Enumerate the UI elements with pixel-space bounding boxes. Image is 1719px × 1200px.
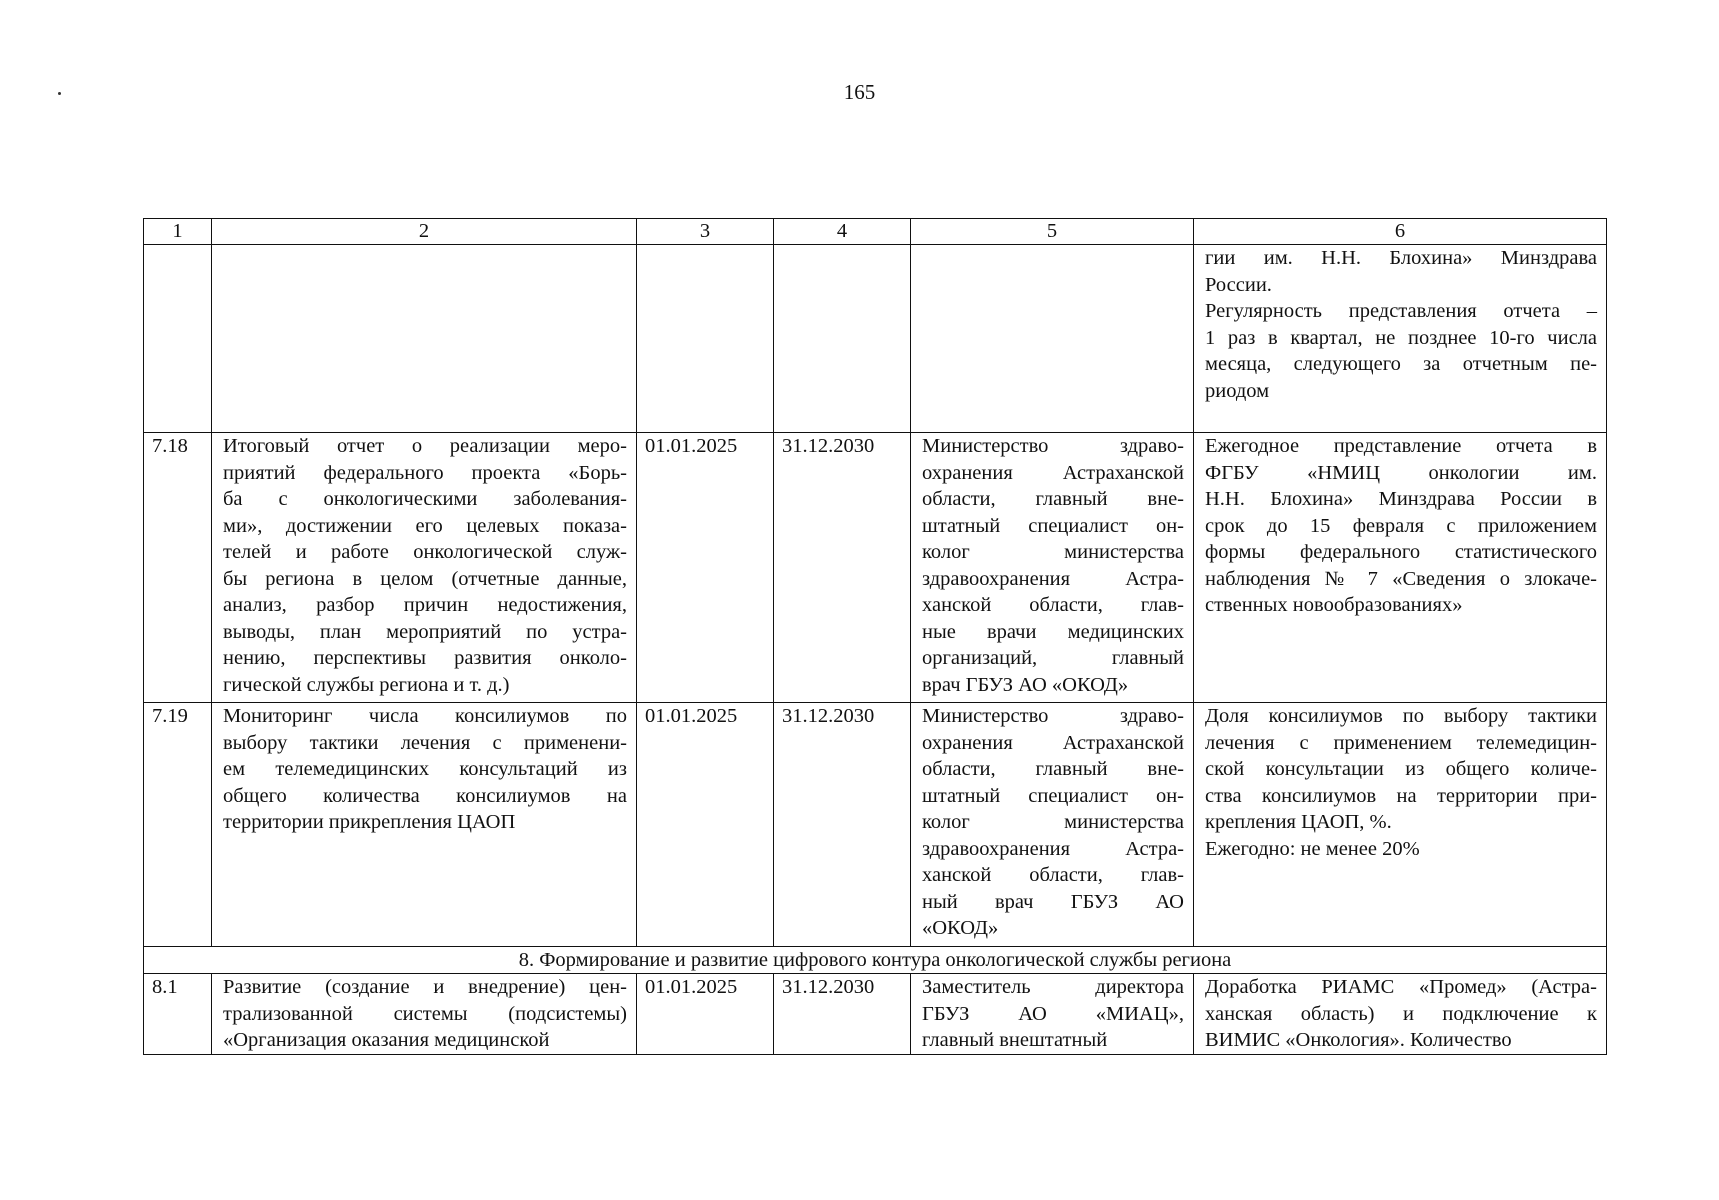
text-line: Доработка РИАМС «Промед» (Астра- xyxy=(1205,976,1597,998)
text-line: организаций, главный xyxy=(922,647,1184,669)
cont-cell-start xyxy=(637,245,774,433)
table-row-continuation xyxy=(144,245,1607,433)
text-line: здравоохранения Астра- xyxy=(922,837,1184,860)
text-line: ные врачи медицинских xyxy=(922,620,1184,643)
text-line: ственных новообразованиях» xyxy=(1205,594,1463,616)
row-description xyxy=(212,433,637,703)
text-line: телей и работе онкологической служ- xyxy=(223,541,627,563)
text-line: лечения с применением телемедицин- xyxy=(1205,731,1597,754)
text-line: анализ, разбор причин недостижения, xyxy=(223,594,627,616)
text-line: Н.Н. Блохина» Минздрава России в xyxy=(1205,488,1597,510)
text-line: «ОКОД» xyxy=(922,917,999,939)
text-line: ханской области, глав- xyxy=(922,864,1184,886)
text-line: ФГБУ «НМИЦ онкологии им. xyxy=(1205,461,1597,484)
text-line: ской консультации из общего количе- xyxy=(1205,758,1597,780)
header-cell-2: 2 xyxy=(212,219,637,245)
cont-cell-result xyxy=(1194,245,1607,433)
text-line: области, главный вне- xyxy=(922,488,1184,510)
row-description xyxy=(212,703,637,947)
text-line: охранения Астраханской xyxy=(922,731,1184,754)
row-start-date: 01.01.2025 xyxy=(637,433,774,703)
header-cell-5: 5 xyxy=(911,219,1194,245)
text-line: области, главный вне- xyxy=(922,758,1184,780)
text-line: общего количества консилиумов на xyxy=(223,784,627,807)
table-header-row xyxy=(144,219,1607,245)
cont-cell-num xyxy=(144,245,212,433)
header-cell-6: 6 xyxy=(1194,219,1607,245)
text-line: «Организация оказания медицинской xyxy=(223,1029,550,1051)
section-title: 8. Формирование и развитие цифрового контура онкологической службы региона xyxy=(144,947,1607,974)
text-line: Министерство здраво- xyxy=(922,705,1184,727)
table-row-7-19 xyxy=(144,703,1607,947)
row-responsible xyxy=(911,974,1194,1055)
text-line: Развитие (создание и внедрение) цен- xyxy=(223,976,627,998)
row-number: 8.1 xyxy=(144,974,212,1055)
text-line: приятий федерального проекта «Борь- xyxy=(223,461,627,484)
page-number: 165 xyxy=(843,80,876,104)
cont-cell-responsible xyxy=(911,245,1194,433)
text-line: месяца, следующего за отчетным пе- xyxy=(1205,353,1597,375)
row-end-date: 31.12.2030 xyxy=(774,974,911,1055)
row-result xyxy=(1194,433,1607,703)
section-heading-row xyxy=(144,947,1607,974)
text-line: риодом xyxy=(1205,379,1270,402)
text-line: срок до 15 февраля с приложением xyxy=(1205,514,1597,537)
text-line: крепления ЦАОП, %. xyxy=(1205,811,1392,833)
text-line: Доля консилиумов по выбору тактики xyxy=(1205,705,1597,727)
text-line: ный врач ГБУЗ АО xyxy=(922,890,1184,913)
plan-table xyxy=(143,218,1607,1055)
row-end-date: 31.12.2030 xyxy=(774,433,911,703)
text-line: формы федерального статистического xyxy=(1205,541,1597,563)
text-line: колог министерства xyxy=(922,811,1184,833)
text-line: Ежегодное представление отчета в xyxy=(1205,435,1597,457)
text-line: ханской области, глав- xyxy=(922,594,1184,616)
row-responsible xyxy=(911,433,1194,703)
row-number: 7.18 xyxy=(144,433,212,703)
text-line: нению, перспективы развития онколо- xyxy=(223,647,627,669)
text-line: Ежегодно: не менее 20% xyxy=(1205,837,1420,860)
text-line: территории прикрепления ЦАОП xyxy=(223,811,516,833)
text-line: гии им. Н.Н. Блохина» Минздрава xyxy=(1205,247,1597,269)
text-line: Заместитель директора xyxy=(922,976,1184,998)
header-cell-1: 1 xyxy=(144,219,212,245)
text-line: колог министерства xyxy=(922,541,1184,563)
text-line: России. xyxy=(1205,273,1272,296)
text-line: наблюдения № 7 «Сведения о злокаче- xyxy=(1205,567,1597,590)
text-line: выбору тактики лечения с применени- xyxy=(223,731,627,754)
text-line: ба с онкологическими заболевания- xyxy=(223,488,627,510)
header-cell-3: 3 xyxy=(637,219,774,245)
text-line: Министерство здраво- xyxy=(922,435,1184,457)
text-line: главный внештатный xyxy=(922,1029,1108,1051)
text-line: трализованной системы (подсистемы) xyxy=(223,1002,627,1025)
text-line: охранения Астраханской xyxy=(922,461,1184,484)
cont-cell-end xyxy=(774,245,911,433)
text-line: Итоговый отчет о реализации меро- xyxy=(223,435,627,457)
cont-cell-description xyxy=(212,245,637,433)
text-line: ханская область) и подключение к xyxy=(1205,1002,1597,1025)
table-row-8-1 xyxy=(144,974,1607,1055)
text-line: ем телемедицинских консультаций из xyxy=(223,758,627,780)
table-row-7-18 xyxy=(144,433,1607,703)
row-responsible xyxy=(911,703,1194,947)
text-line: гической службы региона и т. д.) xyxy=(223,673,510,696)
row-number: 7.19 xyxy=(144,703,212,947)
text-line: 1 раз в квартал, не позднее 10-го числа xyxy=(1205,326,1597,349)
text-line: Регулярность представления отчета – xyxy=(1205,300,1597,322)
text-line: выводы, план мероприятий по устра- xyxy=(223,620,627,643)
row-result xyxy=(1194,703,1607,947)
text-line: здравоохранения Астра- xyxy=(922,567,1184,590)
row-start-date: 01.01.2025 xyxy=(637,703,774,947)
text-line: ми», достижении его целевых показа- xyxy=(223,514,627,537)
row-end-date: 31.12.2030 xyxy=(774,703,911,947)
text-line: штатный специалист он- xyxy=(922,784,1184,807)
row-description xyxy=(212,974,637,1055)
header-cell-4: 4 xyxy=(774,219,911,245)
row-result xyxy=(1194,974,1607,1055)
text-line: ВИМИС «Онкология». Количество xyxy=(1205,1029,1512,1051)
text-line: бы региона в целом (отчетные данные, xyxy=(223,567,627,590)
text-line: штатный специалист он- xyxy=(922,514,1184,537)
row-start-date: 01.01.2025 xyxy=(637,974,774,1055)
text-line: врач ГБУЗ АО «ОКОД» xyxy=(922,673,1129,696)
text-line: Мониторинг числа консилиумов по xyxy=(223,705,627,727)
text-line: ГБУЗ АО «МИАЦ», xyxy=(922,1002,1184,1025)
text-line: ства консилиумов на территории при- xyxy=(1205,784,1597,807)
